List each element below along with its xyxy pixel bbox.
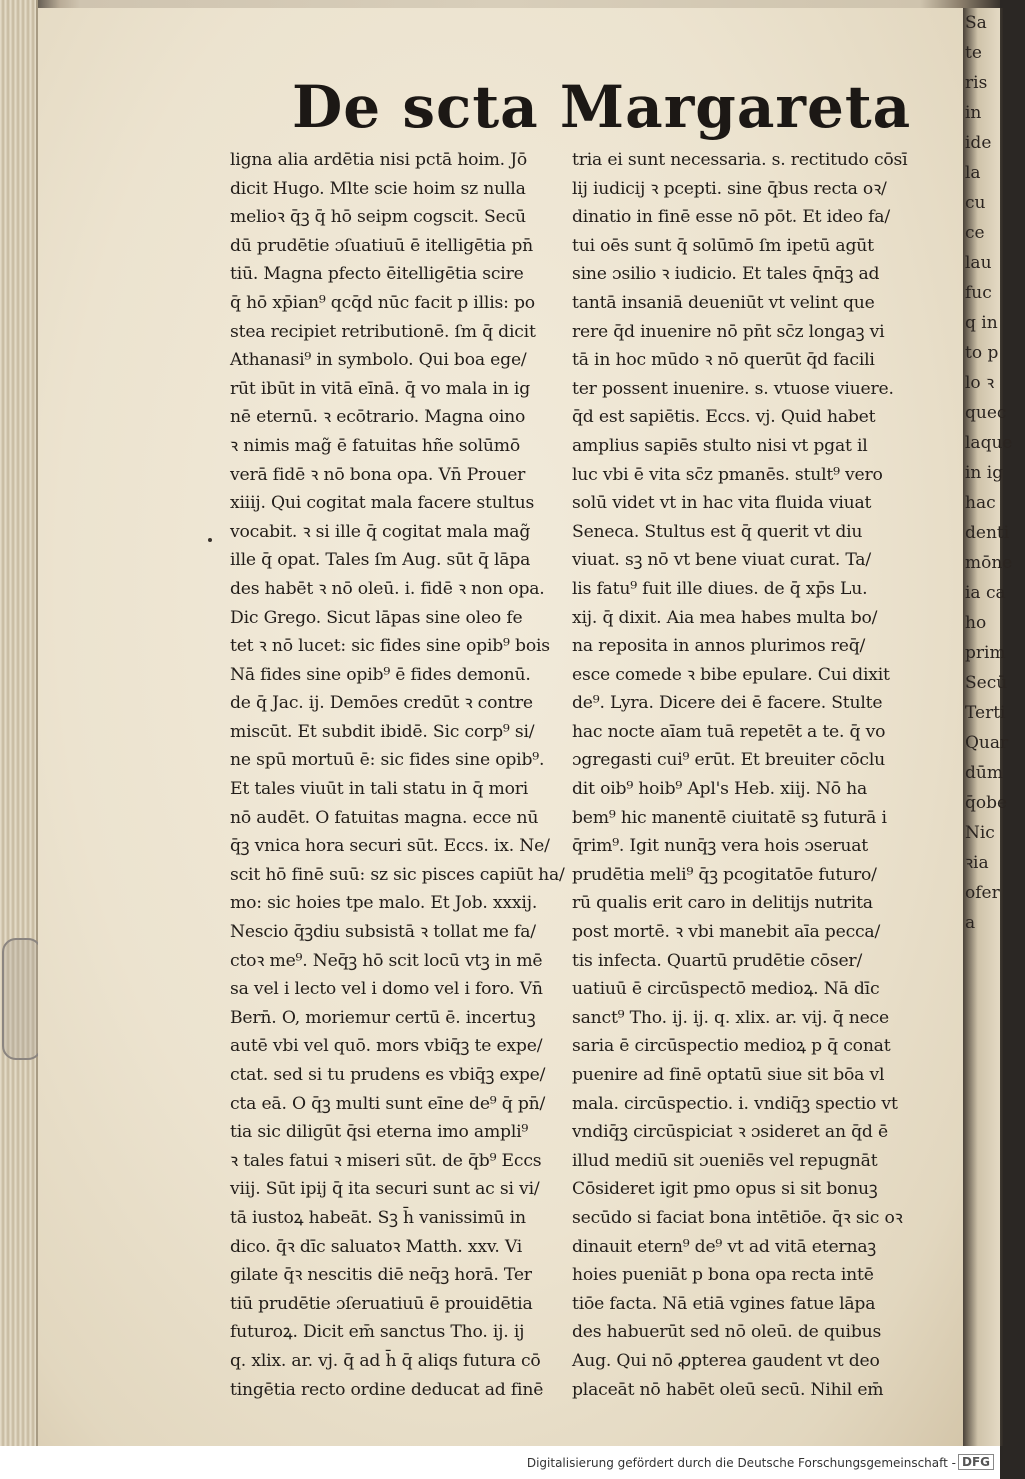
text-line: miscūt. Et subdit ibidē. Sic corp⁹ si/ [230, 721, 535, 742]
ink-speck [208, 538, 212, 542]
text-line: cta eā. O q̄ꝫ multi sunt eīne de⁹ q̄ pn̄/ [230, 1093, 546, 1114]
text-line: ꝛ tales fatui ꝛ miseri sūt. de q̄b⁹ Eccs [230, 1150, 542, 1171]
text-line: ctoꝛ me⁹. Neq̄ꝫ hō scit locū vtꝫ in mē [230, 950, 543, 971]
text-line: rū qualis erit caro in delitijs nutrita [572, 893, 873, 914]
text-line: bem⁹ hic manentē ciuitatē sꝫ futurā i [572, 807, 887, 828]
facing-page-fragment: hac [965, 493, 996, 513]
text-line: tantā insaniā deueniūt vt velint que [572, 292, 875, 313]
text-line: ille q̄ opat. Tales ſm Aug. sūt q̄ lāpa [230, 550, 531, 571]
facing-page-fragment: Nic [965, 823, 995, 843]
text-line: futuroꝝ. Dicit em̄ sanctus Tho. ij. ij [230, 1322, 525, 1343]
text-line: q̄ꝫ vnica hora securi sūt. Eccs. ix. Ne/ [230, 836, 550, 857]
facing-page-fragment: in [965, 103, 982, 123]
facing-page-fragment: denti [965, 523, 1010, 543]
facing-page-fragment: in ig [965, 463, 1004, 483]
text-line: rūt ibūt in vitā eīnā. q̄ vo mala in ig [230, 378, 531, 399]
text-line: tria ei sunt necessaria. s. rectitudo cōsī [572, 150, 908, 170]
facing-page-fragment: a [965, 913, 976, 933]
funding-credit: Digitalisierung gefördert durch die Deutsche Forschungsgemeinschaft - [526, 1456, 956, 1470]
text-line: Dic Grego. Sicut lāpas sine oleo fe [230, 607, 523, 628]
facing-page-fragment: ia ca [965, 583, 1006, 603]
text-line: nē eternū. ꝛ ecōtrario. Magna oino [230, 407, 526, 428]
text-line: tā iustoꝝ habeāt. Sꝫ h̄ vanissimū in [230, 1207, 526, 1228]
text-line: xiiij. Qui cogitat mala facere stultus [230, 493, 535, 514]
text-line: lis fatu⁹ fuit ille diues. de q̄ xp̄s Lu. [572, 578, 868, 599]
text-line: tis infecta. Quartū prudētie cōser/ [572, 950, 863, 971]
facing-page-fragment: lo ꝛ [965, 373, 995, 393]
facing-page-fragment: Quar [965, 733, 1009, 753]
facing-page-fragment: ofer [965, 883, 1000, 903]
text-line: luc vbi ē vita sc̄z pmanēs. stult⁹ vero [572, 464, 883, 485]
text-line: mo: sic hoies tpe malo. Et Job. xxxij. [230, 893, 538, 914]
text-line: Athanasi⁹ in symbolo. Qui boa ege/ [230, 350, 527, 371]
facing-page-fragment: Terti [965, 703, 1006, 723]
text-line: Cōsideret igit pmo opus si sit bonuꝫ [572, 1179, 878, 1200]
facing-page-fragment: ho [965, 613, 987, 633]
facing-page-fragment: q in [965, 313, 998, 333]
text-line: sine ɔsilio ꝛ iudicio. Et tales q̄nq̄ꝫ ad [572, 264, 880, 285]
facing-page-fragment: prim [965, 643, 1006, 663]
text-line: melioꝛ q̄ꝫ q̄ hō seipm cogscit. Secū [230, 207, 526, 228]
text-line: esce comede ꝛ bibe epulare. Cui dixit [572, 664, 890, 685]
text-line: stea recipiet retributionē. ſm q̄ dicit [230, 321, 536, 342]
text-line: vndiq̄ꝫ circūspiciat ꝛ ɔsideret an q̄d ē [572, 1122, 888, 1143]
text-line: des habuerūt sed nō oleū. de quibus [572, 1322, 882, 1343]
text-line: tia sic diligūt q̄si eterna imo ampli⁹ [230, 1122, 529, 1143]
text-line: illud mediū sit ɔueniēs vel repugnāt [572, 1150, 878, 1171]
facing-page-fragment: ide [965, 133, 992, 153]
text-line: de⁹. Lyra. Dicere dei ē facere. Stulte [572, 693, 883, 714]
facing-page-fragment: Secū [965, 673, 1008, 693]
text-line: prudētia meli⁹ q̄ꝫ pcogitatōe futuro/ [572, 864, 877, 885]
text-line: Bern̄. O, moriemur certū ē. incertuꝫ [230, 1007, 536, 1028]
facing-page-fragment: fuc [965, 283, 992, 303]
facing-page-fragment: ce [965, 223, 985, 243]
text-line: autē vbi vel quō. mors vbiq̄ꝫ te expe/ [230, 1036, 543, 1057]
text-line: tiū. Magna pfecto ēitelligētia scire [230, 264, 524, 285]
text-line: ligna alia ardētia nisi pctā hoim. Jō [230, 150, 528, 170]
page-title: De scta Margareta [292, 73, 912, 141]
text-line: viuat. sꝫ nō vt bene viuat curat. Ta/ [572, 550, 871, 571]
facing-page-fragment: quec [965, 403, 1007, 423]
text-line: de q̄ Jac. ij. Demōes credūt ꝛ contre [230, 693, 533, 714]
text-line: secūdo si faciat bona intētiōe. q̄ꝛ sic oꝛ [572, 1207, 903, 1228]
text-line: solū videt vt in hac vita fluida viuat [572, 493, 872, 514]
text-line: sanct⁹ Tho. ij. ij. q. xlix. ar. vij. q̄ nece [572, 1007, 889, 1028]
text-line: dicit Hugo. Mlte scie hoim sz nulla [230, 178, 526, 199]
text-line: gilate q̄ꝛ nescitis diē neq̄ꝫ horā. Ter [230, 1265, 532, 1286]
facing-page-fragment: te [965, 43, 982, 63]
text-line: Aug. Qui nō ꝓpterea gaudent vt deo [572, 1350, 880, 1371]
text-line: viij. Sūt ipij q̄ ita securi sunt ac si vi/ [230, 1179, 540, 1200]
text-line: Nescio q̄ꝫdiu subsistā ꝛ tollat me fa/ [230, 922, 536, 943]
facing-page-fragment: ris [965, 73, 988, 93]
facing-page-fragment: Sa [965, 13, 987, 33]
text-line: verā fidē ꝛ nō bona opa. Vn̄ Prouer [230, 464, 526, 485]
text-line: amplius sapiēs stulto nisi vt pgat il [572, 435, 868, 456]
text-line: hoies pueniāt p bona opa recta intē [572, 1265, 874, 1286]
facing-page-fragment: la [965, 163, 981, 183]
text-line: scit hō finē suū: sz sic pisces capiūt ha/ [230, 864, 565, 885]
text-line: xij. q̄ dixit. Aia mea habes multa bo/ [572, 607, 878, 628]
text-line: Seneca. Stultus est q̄ querit vt diu [572, 521, 863, 542]
text-line: rere q̄d inuenire nō pn̄t sc̄z longaꝫ vi [572, 321, 885, 342]
text-line: q̄ hō xp̄ian⁹ qcq̄d nūc facit p illis: po [230, 292, 535, 313]
text-line: na reposita in annos plurimos req̄/ [572, 636, 866, 657]
text-line: ter possent inuenire. s. vtuose viuere. [572, 378, 894, 399]
text-line: q̄rim⁹. Igit nunq̄ꝫ vera hois ɔseruat [572, 836, 869, 857]
text-line: q̄d est sapiētis. Eccs. vj. Quid habet [572, 407, 876, 428]
facing-page-fragment: ꝛia [965, 853, 989, 873]
page-clip-outline [2, 938, 42, 1060]
text-line: ctat. sed si tu prudens es vbiq̄ꝫ expe/ [230, 1065, 546, 1085]
facing-page-fragment: laque [965, 433, 1013, 453]
dfg-logo: DFG [958, 1454, 994, 1470]
text-line: Et tales viuūt in tali statu in q̄ mori [230, 779, 529, 800]
right-text-column [572, 146, 912, 1404]
text-line: dū prudētie ɔſuatiuū ē itelligētia pn̄ [230, 235, 534, 256]
facing-page-edge [963, 8, 1013, 1446]
text-line: dico. q̄ꝛ dīc saluatoꝛ Matth. xxv. Vi [230, 1236, 523, 1257]
text-line: tet ꝛ nō lucet: sic fides sine opib⁹ bois [230, 636, 550, 657]
text-line: mala. circūspectio. i. vndiq̄ꝫ spectio vt [572, 1093, 898, 1114]
digitization-footer [0, 1446, 1000, 1479]
text-line: ꝛ nimis mag̃ ē fatuitas hñe solūmō [230, 435, 520, 456]
text-line: sa vel i lecto vel i domo vel i foro. Vn̄ [230, 979, 543, 1000]
text-line: saria ē circūspectio medioꝝ p q̄ conat [572, 1036, 891, 1057]
text-line: ne spū mortuū ē: sic fides sine opib⁹. [230, 750, 545, 771]
text-line: hac nocte aīam tuā repetēt a te. q̄ vo [572, 721, 886, 742]
text-line: dit oib⁹ hoib⁹ Apl's Heb. xiij. Nō ha [572, 779, 868, 800]
text-line: des habēt ꝛ nō oleū. i. fidē ꝛ non opa. [230, 578, 545, 599]
text-line: tā in hoc mūdo ꝛ nō querūt q̄d facili [572, 350, 875, 371]
facing-page-fragment: cu [965, 193, 986, 213]
facing-page-fragment: to p [965, 343, 999, 363]
text-line: vocabit. ꝛ si ille q̄ cogitat mala mag̃ [230, 521, 531, 542]
facing-page-fragment: lau [965, 253, 992, 273]
text-line: Nā fides sine opib⁹ ē fides demonū. [230, 664, 531, 685]
text-line: dinauit etern⁹ de⁹ vt ad vitā eternaꝫ [572, 1236, 876, 1257]
book-fore-edge [0, 0, 38, 1446]
text-line: puenire ad finē optatū siue sit bōa vl [572, 1065, 885, 1085]
text-line: tiōe facta. Nā etiā vgines fatue lāpa [572, 1293, 876, 1314]
text-line: nō audēt. O fatuitas magna. ecce nū [230, 807, 539, 828]
text-line: lij iudicij ꝛ pcepti. sine q̄bus recta oꝛ/ [572, 178, 887, 199]
text-line: q. xlix. ar. vj. q̄ ad h̄ q̄ aliqs futura cō [230, 1350, 541, 1371]
text-line: post mortē. ꝛ vbi manebit aīa pecca/ [572, 922, 881, 943]
text-line: placeāt nō habēt oleū secū. Nihil em̄ [572, 1379, 884, 1400]
text-line: tui oēs sunt q̄ solūmō ſm ipetū agūt [572, 235, 874, 256]
text-line: tingētia recto ordine deducat ad finē [230, 1379, 544, 1400]
left-text-column [230, 146, 565, 1404]
text-line: dinatio in finē esse nō pōt. Et ideo fa/ [572, 207, 890, 228]
text-line: ɔgregasti cui⁹ erūt. Et breuiter cōclu [572, 750, 885, 771]
text-line: tiū prudētie ɔſeruatiuū ē prouidētia [230, 1293, 533, 1314]
facing-page-fragment: dūm [965, 763, 1003, 783]
text-line: uatiuū ē circūspectō medioꝝ. Nā dīc [572, 979, 880, 1000]
facing-page-fragment: q̄obe [965, 793, 1008, 813]
facing-page-fragment: mōne [965, 553, 1013, 573]
